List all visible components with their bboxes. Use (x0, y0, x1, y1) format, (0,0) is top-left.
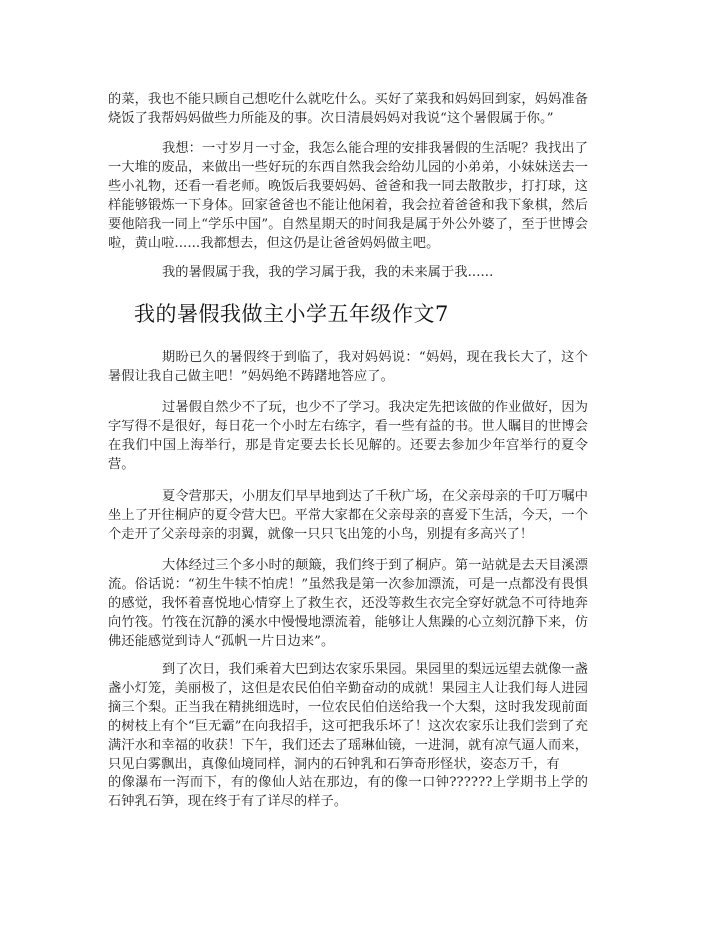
paragraph-cave: 的像瀑布一泻而下，有的像仙人站在那边，有的像一口钟??????上学期书上学的石钟乳石笋，现在终于有了详尽的样子。 (108, 775, 588, 809)
paragraph-summer-camp: 夏令营那天，小朋友们早早地到达了千秋广场，在父亲母亲的千叮万嘱中坐上了开往桐庐的夏令营大巴。平常大家都在父亲母亲的喜爱下生活，今天，一个个走开了父亲母亲的羽翼，就像一只只飞出笼的小鸟，别提有多高兴了！ (108, 489, 588, 542)
essay-title: 我的暑假我做主小学五年级作文7 (134, 302, 449, 326)
paragraph-opening: 期盼已久的暑假终于到临了，我对妈妈说：“妈妈，现在我长大了，这个暑假让我自己做主吧！”妈妈绝不踌躇地答应了。 (108, 350, 588, 384)
paragraph-rafting: 大体经过三个多小时的颠簸，我们终于到了桐庐。第一站就是去天目溪漂流。俗话说：“初生牛犊不怕虎！”虽然我是第一次参加漂流，可是一点都没有畏惧的感觉，我怀着喜悦地心情穿上了救生衣，还没等救生衣完全穿好就急不可待地奔向竹筏。竹筏在沉静的溪水中慢慢地漂流着，能够让人焦躁的心立刻沉静下来，仿佛还能感觉到诗人“孤帆一片日边来”。 (108, 558, 588, 649)
paragraph-intro-continuation: 的菜，我也不能只顾自己想吃什么就吃什么。买好了菜我和妈妈回到家，妈妈准备烧饭了我帮妈妈做些力所能及的事。次日清晨妈妈对我说“这个暑假属于你。” (108, 92, 588, 126)
paragraph-closing: 我的暑假属于我，我的学习属于我，我的未来属于我...... (162, 265, 494, 280)
paragraph-plans: 我想：一寸岁月一寸金，我怎么能合理的安排我暑假的生活呢？我找出了一大堆的废品，来做出一些好玩的东西自然我会给幼儿园的小弟弟，小妹妹送去一些小礼物，还看一看老师。晚饭后我要妈妈、爸爸和我一同去散散步，打打球，这样能够锻炼一下身体。回家爸爸也不能让他闲着，我会拉着爸爸和我下象棋，然后要他陪我一同上“学乐中国”。自然星期天的时间我是属于外公外婆了，至于世博会啦，黄山啦......我都想去，但这仍是让爸爸妈妈做主吧。 (108, 141, 588, 251)
paragraph-study-plan: 过暑假自然少不了玩，也少不了学习。我决定先把该做的作业做好，因为字写得不是很好，每日花一个小时左右练字，看一些有益的书。世人瞩目的世博会在我们中国上海举行，那是肯定要去长长见解的。还要去参加少年宫举行的夏令营。 (108, 400, 588, 472)
paragraph-orchard: 到了次日，我们乘着大巴到达农家乐果园。果园里的梨远远望去就像一盏盏小灯笼，美丽极了，这但是农民伯伯辛勤奋动的成就！果园主人让我们每人进园摘三个梨。正当我在精挑细选时，一位农民伯伯送给我一个大梨，这时我发现前面的树枝上有个“巨无霸”在向我招手，这可把我乐坏了！这次农家乐让我们尝到了充满汗水和幸福的收获！下午，我们还去了瑶琳仙镜，一进洞，就有凉气逼人而来，只见白雾飘出，真像仙境同样，洞内的石钟乳和石笋奇形怪状，姿态万千，有 (108, 662, 588, 772)
